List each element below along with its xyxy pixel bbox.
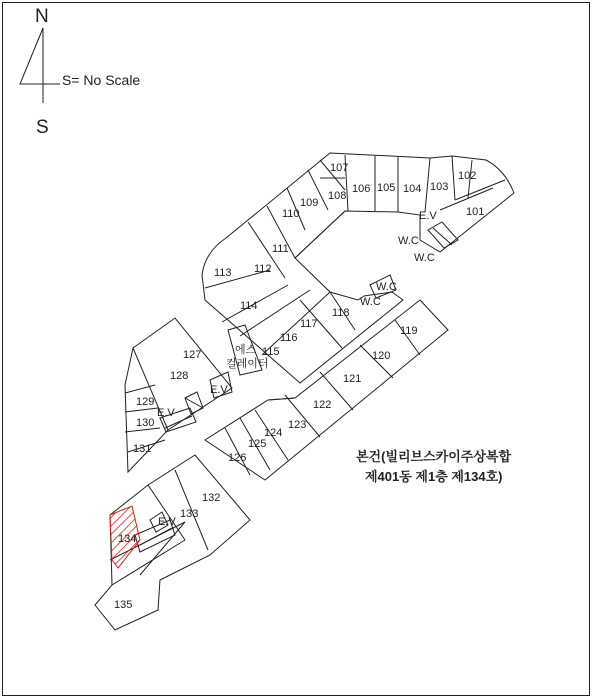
gallery-label-1: 에스 — [235, 344, 257, 356]
wc-label-2: W.C — [414, 252, 435, 264]
unit-104: 104 — [403, 183, 422, 195]
unit-123: 123 — [288, 419, 307, 431]
unit-115: 115 — [262, 346, 280, 358]
subject-note-line1: 본건(빌리브스카이주상복합 — [356, 449, 512, 464]
ev-label-left: E.V — [210, 384, 228, 396]
ev-label-mid: E.V — [157, 407, 175, 419]
north-label: N — [35, 6, 49, 27]
unit-112: 112 — [254, 263, 272, 275]
gallery-label-2: 컬레이터 — [226, 358, 269, 370]
unit-106: 106 — [352, 183, 371, 195]
unit-129: 129 — [136, 396, 155, 408]
unit-127: 127 — [183, 349, 202, 361]
unit-113: 113 — [214, 267, 232, 279]
subject-note-line2: 제401동 제1층 제134호) — [365, 469, 503, 484]
unit-132: 132 — [202, 492, 221, 504]
unit-117: 117 — [300, 318, 318, 330]
south-label: S — [36, 117, 49, 138]
unit-109: 109 — [300, 197, 319, 209]
unit-121: 121 — [343, 373, 362, 385]
unit-125: 125 — [248, 438, 267, 450]
ev-label-upper: E.V — [419, 210, 437, 222]
unit-120: 120 — [372, 350, 391, 362]
unit-105: 105 — [377, 182, 396, 194]
unit-130: 130 — [136, 417, 155, 429]
unit-110: 110 — [282, 208, 300, 220]
unit-124: 124 — [264, 427, 283, 439]
unit-107: 107 — [330, 162, 349, 174]
floor-plan-lines — [95, 153, 514, 630]
unit-111: 111 — [272, 243, 289, 255]
unit-101: 101 — [466, 206, 485, 218]
unit-135: 135 — [114, 599, 133, 611]
unit-133: 133 — [180, 508, 199, 520]
unit-131: 131 — [133, 443, 152, 455]
wc-label-4: W.C — [360, 296, 381, 308]
ev-label-lower: E.V — [158, 516, 176, 528]
unit-126: 126 — [228, 452, 247, 464]
unit-114: 114 — [240, 300, 258, 312]
wc-label-3: W.C — [376, 281, 397, 293]
wc-label-1: W.C — [398, 235, 419, 247]
north-arrow-icon — [20, 28, 60, 103]
unit-122: 122 — [313, 399, 332, 411]
unit-118: 118 — [332, 307, 350, 319]
unit-119: 119 — [400, 325, 418, 337]
unit-116: 116 — [280, 332, 298, 344]
unit-102: 102 — [458, 170, 477, 182]
unit-134: 134 — [118, 533, 137, 545]
unit-103: 103 — [430, 181, 449, 193]
scale-label: S= No Scale — [62, 72, 141, 88]
unit-108: 108 — [328, 190, 347, 202]
unit-128: 128 — [170, 370, 189, 382]
